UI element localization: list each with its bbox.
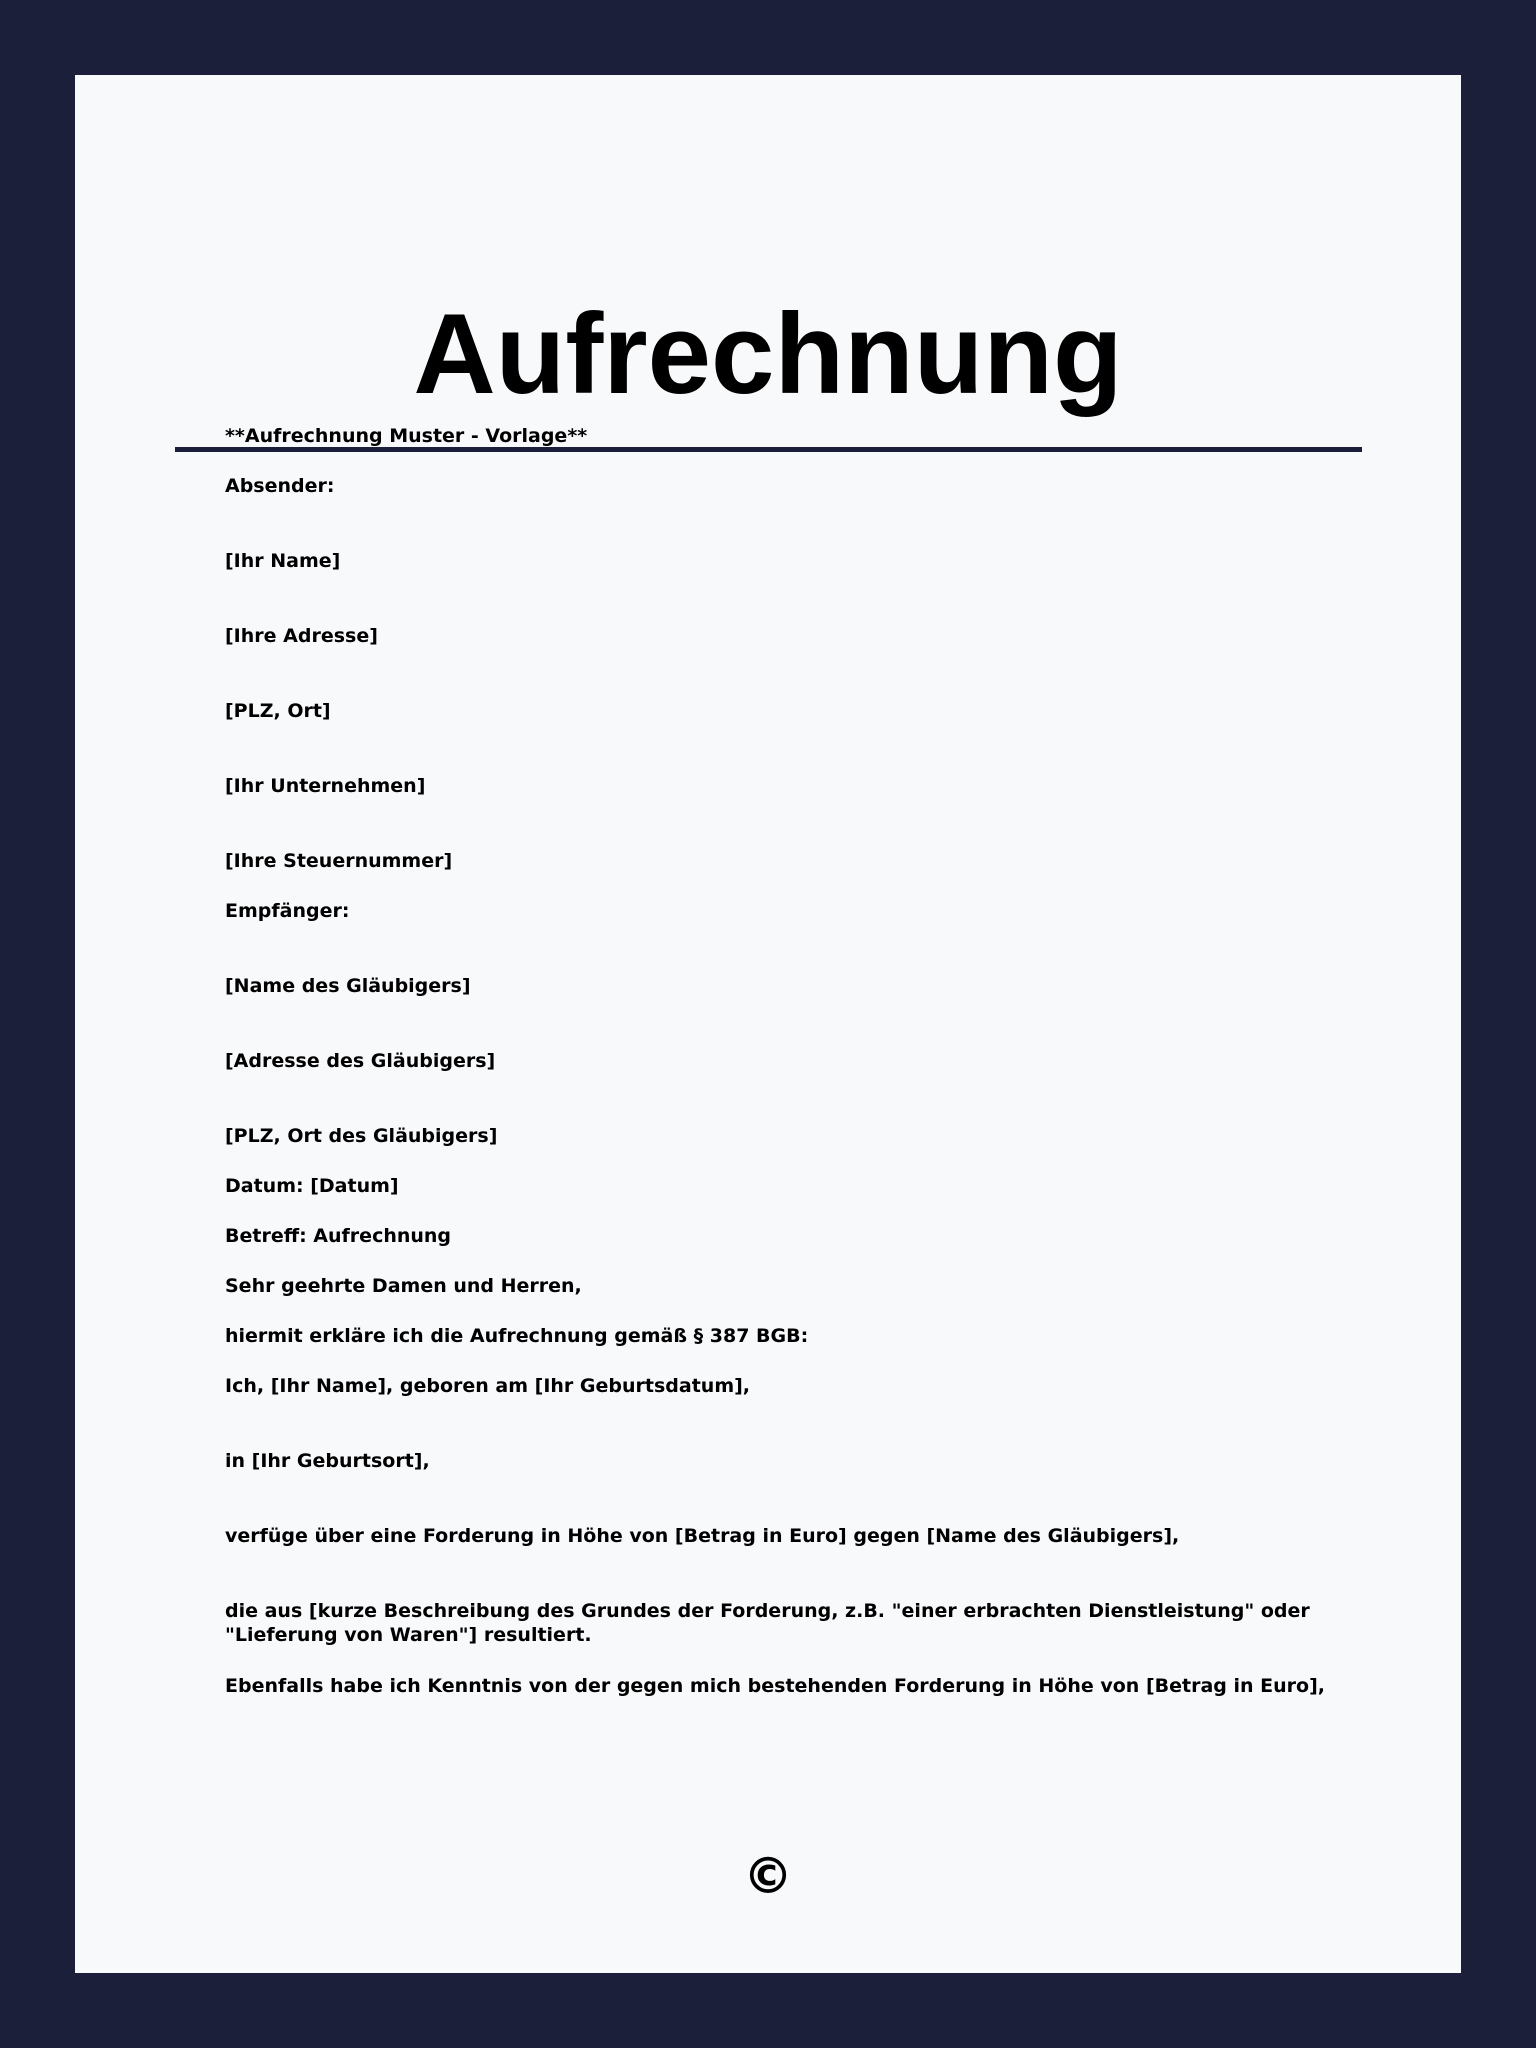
document-title: Aufrechnung [413, 291, 1123, 418]
sender-zip-city: [PLZ, Ort] [225, 700, 331, 722]
sender-label: Absender: [225, 475, 335, 497]
sender-tax-number: [Ihre Steuernummer] [225, 850, 453, 872]
sender-company: [Ihr Unternehmen] [225, 775, 426, 797]
sender-address: [Ihre Adresse] [225, 625, 378, 647]
claim-reason-line: die aus [kurze Beschreibung des Grundes der Forderung, z.B. "einer erbrachten Dienstleistung" oder "Lieferung von Waren"] resultiert. [225, 1600, 1310, 1646]
recipient-name: [Name des Gläubigers] [225, 975, 471, 997]
counterclaim-line: Ebenfalls habe ich Kenntnis von der gegen mich bestehenden Forderung in Höhe von [Betrag in Euro], [225, 1675, 1325, 1697]
copyright-icon: © [743, 1847, 793, 1905]
subject-line: Betreff: Aufrechnung [225, 1225, 452, 1247]
sender-name: [Ihr Name] [225, 550, 341, 572]
identity-line: Ich, [Ihr Name], geboren am [Ihr Geburtsdatum], [225, 1375, 751, 1397]
recipient-label: Empfänger: [225, 900, 350, 922]
declaration-line: hiermit erkläre ich die Aufrechnung gemäß § 387 BGB: [225, 1325, 809, 1347]
claim-line: verfüge über eine Forderung in Höhe von [Betrag in Euro] gegen [Name des Gläubigers], [225, 1525, 1180, 1547]
date-line: Datum: [Datum] [225, 1175, 399, 1197]
recipient-address: [Adresse des Gläubigers] [225, 1050, 496, 1072]
recipient-zip-city: [PLZ, Ort des Gläubigers] [225, 1125, 498, 1147]
template-heading: **Aufrechnung Muster - Vorlage** [225, 425, 588, 447]
salutation: Sehr geehrte Damen und Herren, [225, 1275, 582, 1297]
document-page [75, 75, 1461, 1973]
birthplace-line: in [Ihr Geburtsort], [225, 1450, 430, 1472]
